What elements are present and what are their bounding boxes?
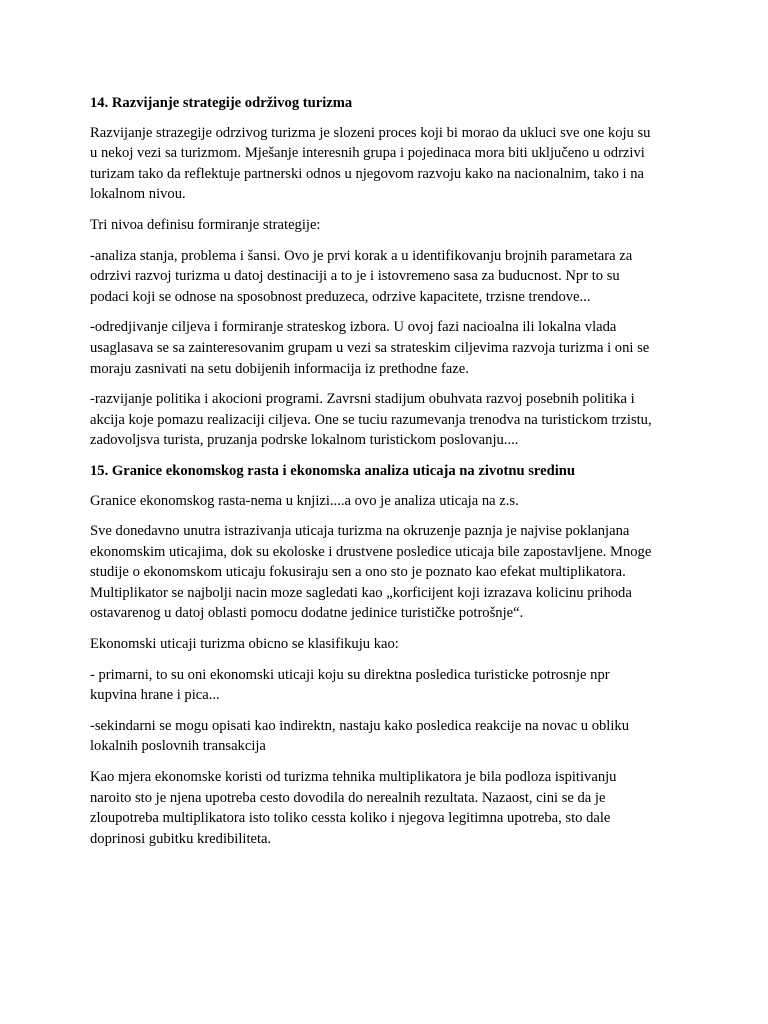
text-line: -odredjivanje ciljeva i formiranje strateskog izbora. U ovoj fazi nacioalna ili lokalna vlada [90,319,617,336]
text-line: turizam tako da reflektuje partnerski odnos u njegovom razvoju kako na nacionalnim, tako i na [90,165,644,182]
text-line: naroito sto je njena upotreba cesto dovodila do nerealnih rezultata. Nazaost, cini se da je [90,789,606,806]
paragraph [90,246,686,308]
paragraph [90,716,686,757]
text-line: studije o ekonomskom uticaju fokusiraju sen a ono sto je poznato kao efekat multiplikatora. [90,564,626,581]
text-line: doprinosi gubitku kredibiliteta. [90,830,272,847]
text-line: Granice ekonomskog rasta-nema u knjizi....a ovo je analiza uticaja na z.s. [90,492,519,509]
section-14-heading: 14. Razvijanje strategije održivog turizma [90,95,353,111]
text-line: -analiza stanja, problema i šansi. Ovo je prvi korak a u identifikovanju brojnih parametara za [90,247,633,264]
text-line: Ekonomski uticaji turizma obicno se klasifikuju kao: [90,636,399,653]
text-line: zadovoljsva turista, pruzanja podrske lokalnom turistickom poslovanju.... [90,432,519,449]
text-line: Tri nivoa definisu formiranje strategije: [90,216,321,233]
section-15-heading: 15. Granice ekonomskog rasta i ekonomska analiza uticaja na zivotnu sredinu [90,462,576,479]
paragraph [90,665,686,706]
text-line: kupvina hrane i pica... [90,687,220,704]
text-line: Razvijanje strazegije odrzivog turizma je slozeni proces koji bi morao da ukluci sve one koju su [90,124,651,141]
paragraph [90,215,686,236]
text-line: Sve donedavno unutra istrazivanja uticaja turizma na okruzenje paznja je najvise poklanjana [90,523,630,540]
text-line: lokalnom nivou. [90,186,186,203]
paragraph [90,123,686,205]
text-line: -razvijanje politika i akocioni programi. Zavrsni stadijum obuhvata razvoj posebnih politika i [90,391,635,408]
text-line: usaglasava se sa zainteresovanim grupam u vezi sa strateskim ciljevima razvoja turizma i oni se [90,339,650,356]
text-line: akcija koje pomazu realizaciji ciljeva. One se tuciu razumevanja trenodva na turistickom trzistu, [90,411,652,428]
text-line: Multiplikator se najbolji nacin moze sagledati kao „korficijent koji izrazava kolicinu prihoda [90,584,632,601]
text-line: -sekindarni se mogu opisati kao indirektn, nastaju kako posledica reakcije na novac u obliku [90,717,630,734]
paragraph [90,491,686,512]
text-line: - primarni, to su oni ekonomski uticaji koju su direktna posledica turisticke potrosnje npr [90,666,610,683]
text-line: moraju zasnivati na setu dobijenih informacija iz prethodne faze. [90,360,469,377]
paragraph [90,767,686,849]
text-line: lokalnih poslovnih transakcija [90,738,266,755]
document-page [90,93,686,859]
paragraph [90,521,686,624]
text-line: zloupotreba multiplikatora isto toliko cessta koliko i njegova legitimna upotreba, sto dale [90,810,611,827]
paragraph [90,634,686,655]
paragraph [90,389,686,451]
text-line: odrzivi razvoj turizma u datoj destinaciji a to je i istovremeno sasa za buducnost. Npr to su [90,268,620,285]
text-line: podaci koji se odnose na sposobnost preduzeca, odrzive kapacitete, trzisne trendove... [90,288,591,305]
text-line: ekonomskim uticajima, dok su ekoloske i drustvene posledice uticaja bile zapostavljene. Mnoge [90,543,652,560]
text-line: ostavarenog u datoj oblasti pomocu dodatne jedinice turističke potrošnje“. [90,605,524,622]
text-line: Kao mjera ekonomske koristi od turizma tehnika multiplikatora je bila podloza ispitivanju [90,769,617,786]
text-line: u nekoj vezi sa turizmom. Mješanje interesnih grupa i pojedinaca mora biti uključeno u odrzivi [90,145,645,162]
paragraph [90,317,686,379]
